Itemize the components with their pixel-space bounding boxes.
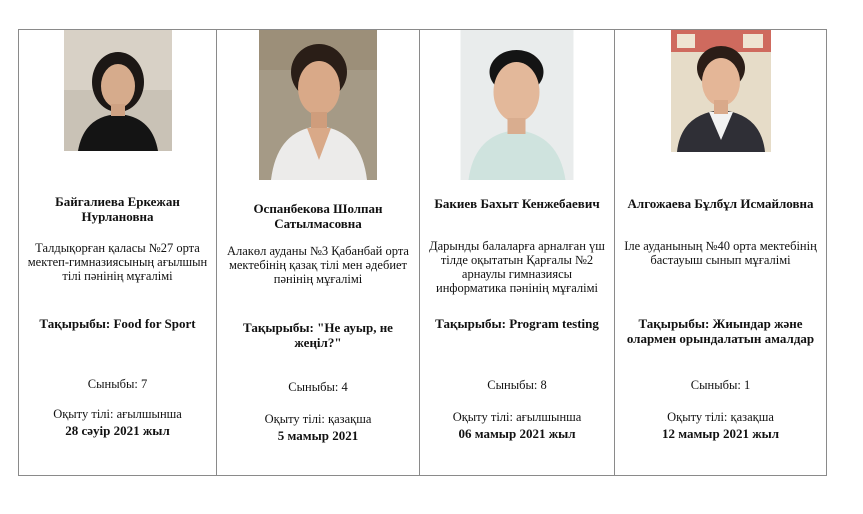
lesson-topic: Тақырыбы: "Не ауыр, не жеңіл?" <box>243 320 393 350</box>
teacher-photo <box>671 30 771 152</box>
teachers-table <box>18 29 827 476</box>
teacher-school: Іле ауданының №40 орта мектебінің бастауыш сынып мұғалімі <box>624 239 817 267</box>
lesson-topic: Тақырыбы: Program testing <box>435 316 599 331</box>
teacher-photo <box>259 30 377 180</box>
lesson-language: Оқыту тілі: ағылшынша <box>53 407 182 421</box>
teacher-name: Байгалиева Еркежан Нурлановна <box>55 194 180 224</box>
lesson-topic: Тақырыбы: Food for Sport <box>39 316 196 331</box>
teacher-school: Дарынды балаларға арналған үш тілде оқытатын Қарғалы №2 арнаулы гимназиясы информатика пәнінің мұғалімі <box>429 239 605 295</box>
teacher-name: Алгожаева Бұлбұл Исмайловна <box>627 196 814 211</box>
teacher-name: Бакиев Бахыт Кенжебаевич <box>434 196 600 211</box>
teacher-card <box>420 30 615 475</box>
lesson-date: 06 мамыр 2021 жыл <box>458 426 576 441</box>
lesson-grade: Сыныбы: 4 <box>288 380 348 394</box>
teacher-card <box>217 30 420 475</box>
lesson-grade: Сыныбы: 1 <box>690 378 751 392</box>
lesson-topic: Тақырыбы: Жиындар және олармен орындалатын амалдар <box>626 316 815 346</box>
lesson-language: Оқыту тілі: ағылшынша <box>452 410 582 424</box>
lesson-date: 28 сәуір 2021 жыл <box>65 423 170 438</box>
teacher-name: Оспанбекова Шолпан Сатылмасовна <box>253 201 383 231</box>
teacher-school: Талдықорған қаласы №27 орта мектеп-гимназиясының ағылшын тілі пәнінің мұғалімі <box>27 241 208 283</box>
lesson-grade: Сыныбы: 8 <box>487 378 547 392</box>
teacher-photo <box>461 30 574 180</box>
teacher-card <box>615 30 826 475</box>
teacher-school: Алакөл ауданы №3 Қабанбай орта мектебінің қазақ тілі мен әдебиет пәнінің мұғалімі <box>226 244 409 286</box>
lesson-grade: Сыныбы: 7 <box>87 377 148 391</box>
lesson-date: 5 мамыр 2021 <box>277 428 359 443</box>
teacher-card <box>19 30 217 475</box>
lesson-language: Оқыту тілі: қазақша <box>264 412 372 426</box>
lesson-language: Оқыту тілі: қазақша <box>667 410 774 424</box>
teacher-photo <box>64 30 172 151</box>
lesson-date: 12 мамыр 2021 жыл <box>661 426 780 441</box>
